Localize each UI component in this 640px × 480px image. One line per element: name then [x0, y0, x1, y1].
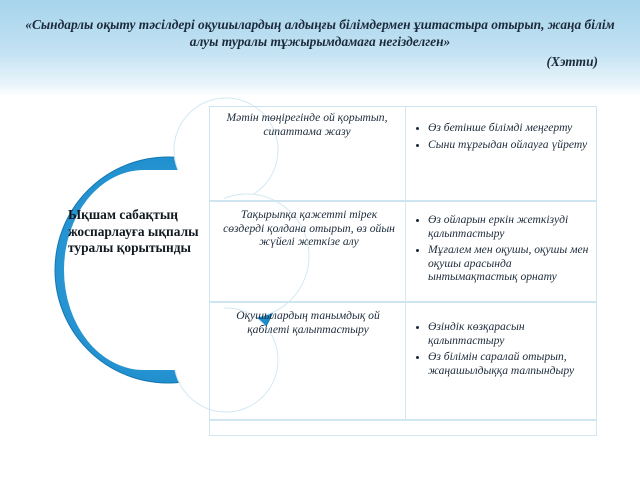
- quote-text: «Сындарлы оқыту тәсілдері оқушылардың алдыңғы білімдермен ұштастыра отырып, жаңа білім алуы туралы тұжырымдамаға негізделген»: [25, 17, 615, 49]
- row-2-bullet: • Мұғалем мен оқушы, оқушы мен оқушы арасында ынтымақтастық орнату: [428, 243, 596, 284]
- row-2-title: Тақырыпқа қажетті тірек сөздерді қолдана отырып, өз ойын жүйелі жеткізе алу: [223, 208, 395, 248]
- row-2-bullet: • Өз ойларын еркін жеткізуді қалыптастыру: [428, 213, 596, 240]
- row-3-bullet: • Өзіндік көзқарасын қалыптастыру: [428, 320, 596, 347]
- main-label: Ықшам сабақтың жоспарлауға ықпалы туралы қорытынды: [68, 207, 199, 255]
- circle-inner-white: [64, 170, 224, 370]
- row-3-bullet: • Өз білімін саралай отырып, жаңашылдыққа талпындыру: [428, 350, 596, 377]
- row-1-bullet: • Сыни тұрғыдан ойлауға үйрету: [428, 138, 596, 152]
- quote-author: (Хэтти): [546, 54, 598, 69]
- row-1-bullet: • Өз бетінше білімді меңгерту: [428, 121, 596, 135]
- row-3-title: Оқушылардың танымдық ой қабілеті қалыптастыру: [236, 309, 380, 336]
- row-1-title: Мәтін төңірегінде ой қорытып, сипаттама жазу: [226, 111, 388, 138]
- row-3-bullets: [418, 320, 596, 380]
- row-2-bullets: [418, 213, 596, 287]
- row-1-bullets: [418, 121, 596, 154]
